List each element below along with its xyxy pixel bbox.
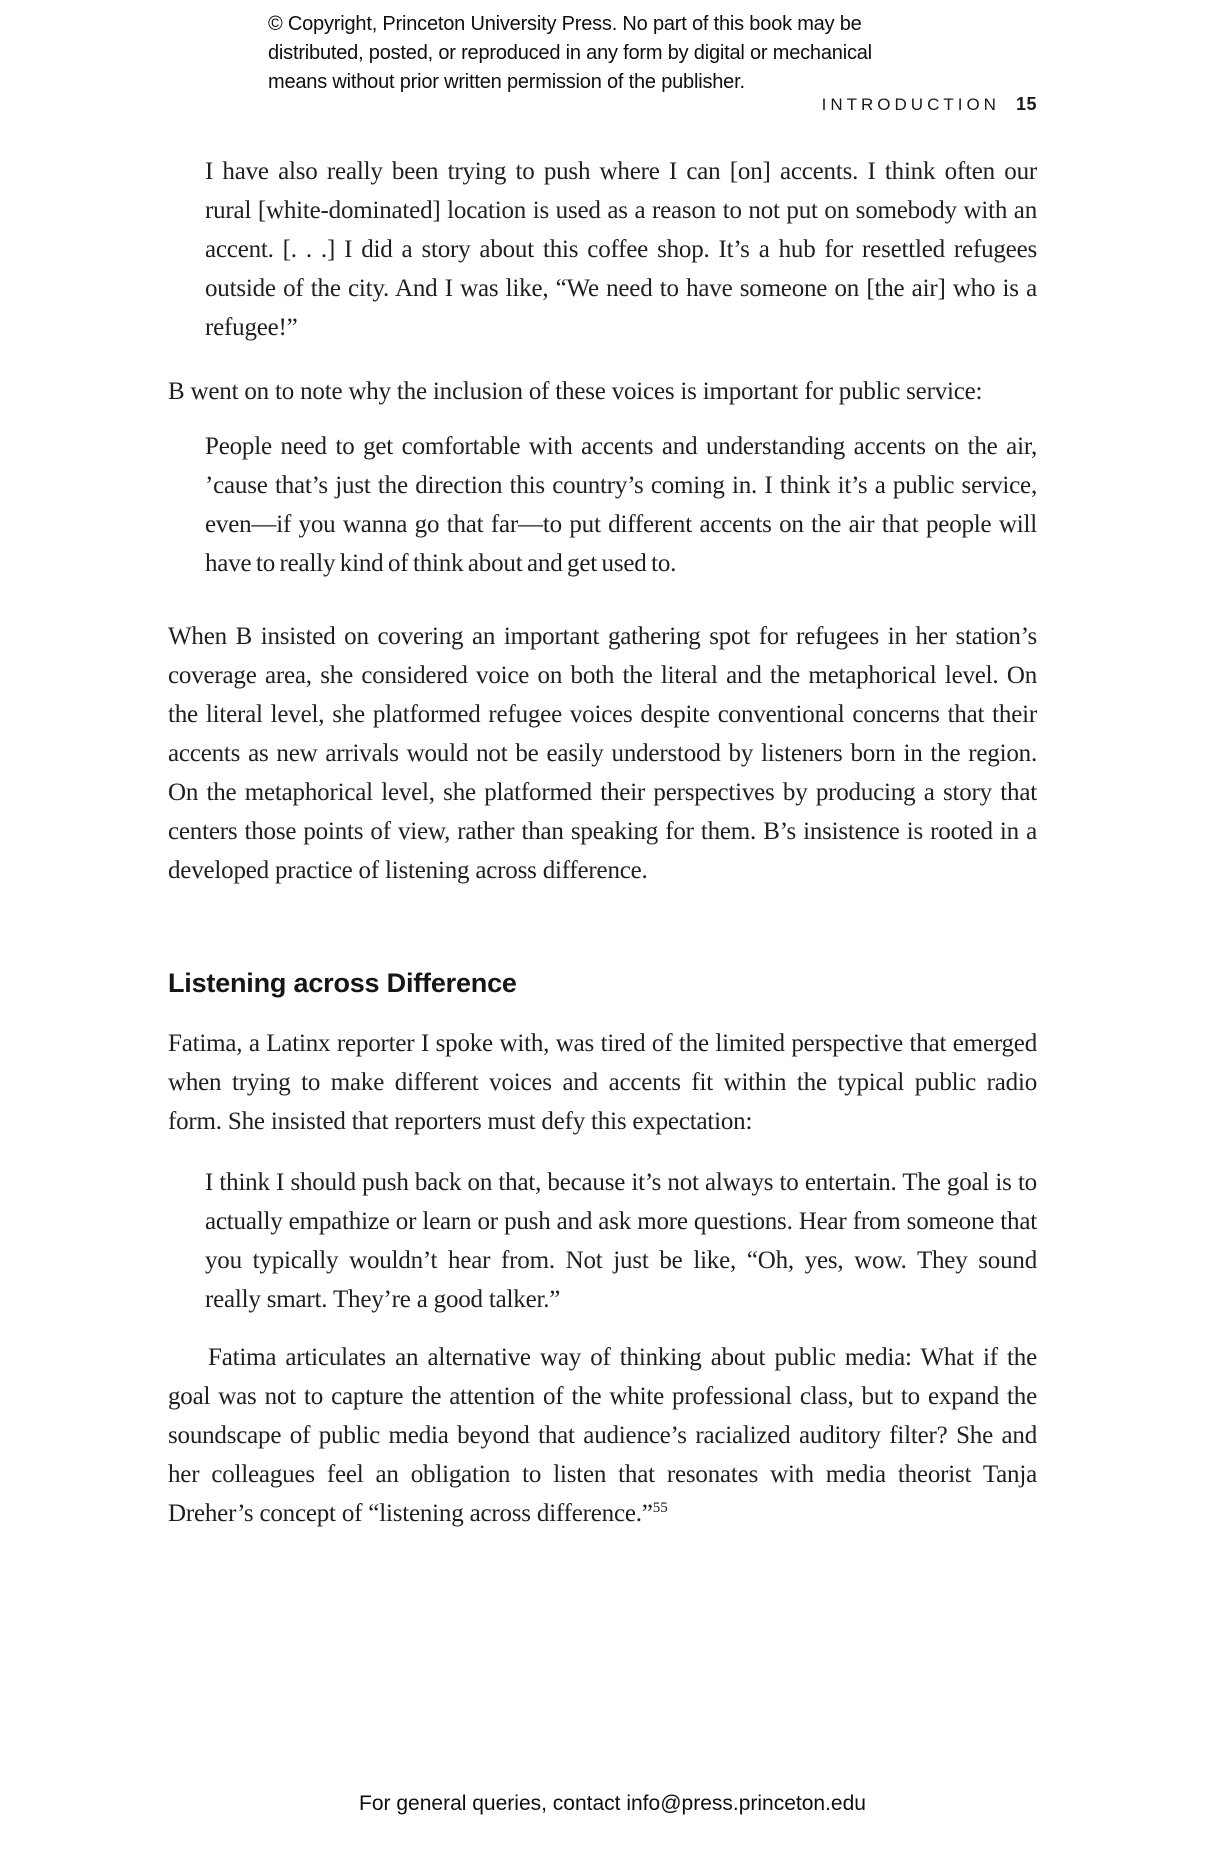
copyright-line: distributed, posted, or reproduced in any form by digital or mechanical <box>268 42 872 64</box>
page-number: 15 <box>1015 94 1037 114</box>
section-heading: Listening across Difference <box>168 968 517 998</box>
running-head-title: INTRODUCTION <box>821 95 1000 114</box>
paragraph-when-b-insisted: When B insisted on covering an important gathering spot for refugees in her station’s coverage area, she considered voice on both the literal and the metaphorical level. On the literal level, she platformed refugee voices despite conventional concerns that their accents as new arrivals would not be easily understood by listeners born in the region. On the metaphorical level, she platformed their perspectives by producing a story that centers those points of view, rather than speaking for them. B’s insistence is rooted in a developed practice of listening across difference. <box>168 623 1037 884</box>
copyright-line: © Copyright, Princeton University Press. No part of this book may be <box>268 13 862 35</box>
footer-contact: For general queries, contact info@press.princeton.edu <box>359 1792 866 1815</box>
block-quote-2: People need to get comfortable with accents and understanding accents on the air, ’cause that’s just the direction this country’s coming in. I think it’s a public service, even—if you wanna go that far—to put different accents on the air that people will have to really kind of think about and get used to. <box>205 433 1037 577</box>
block-quote-1: I have also really been trying to push where I can [on] accents. I think often our rural [white-dominated] location is used as a reason to not put on somebody with an accent. [. . .] I did a story about this coffee shop. It’s a hub for resettled refugees outside of the city. And I was like, “We need to have someone on [the air] who is a refugee!” <box>205 158 1037 341</box>
copyright-line: means without prior written permission of the publisher. <box>268 71 745 93</box>
paragraph-fatima-articulates <box>168 1338 1037 1533</box>
paragraph-b-service: B went on to note why the inclusion of these voices is important for public service: <box>168 378 983 405</box>
paragraph-text: Fatima articulates an alternative way of thinking about public media: What if the goal was not to capture the attention of the white professional class, but to expand the soundscape of public media beyond that audience’s racialized auditory filter? She and her colleagues feel an obligation to listen that resonates with media theorist Tanja Dreher’s concept of “listening across difference.” <box>168 1344 1037 1527</box>
footnote-reference: 55 <box>652 1500 668 1516</box>
block-quote-3: I think I should push back on that, because it’s not always to entertain. The goal is to actually empathize or learn or push and ask more questions. Hear from someone that you typically wouldn’t hear from. Not just be like, “Oh, yes, wow. They sound really smart. They’re a good talker.” <box>205 1169 1037 1313</box>
text-column <box>168 0 1037 1533</box>
paragraph-fatima-intro: Fatima, a Latinx reporter I spoke with, was tired of the limited perspective that emerged when trying to make different voices and accents fit within the typical public radio form. She insisted that reporters must defy this expectation: <box>168 1030 1037 1135</box>
